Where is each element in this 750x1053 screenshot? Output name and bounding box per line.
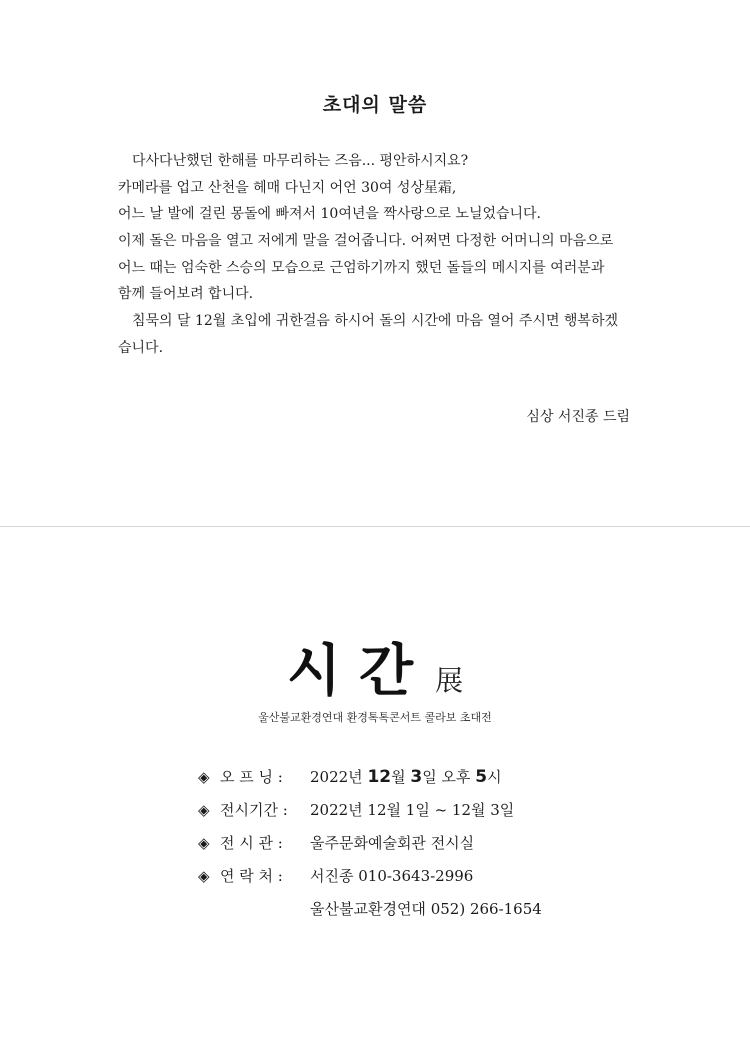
opening-day: 3 — [410, 767, 423, 787]
contact-label: 연 락 처 : — [220, 867, 283, 885]
exhibition-info-page — [0, 527, 750, 1053]
period-row — [198, 794, 618, 827]
exhibition-title-suffix: 展 — [435, 664, 464, 697]
venue-row — [198, 827, 618, 860]
letter-line: 함께 들어보려 합니다. — [118, 286, 254, 303]
diamond-bullet-icon: ◈ — [198, 834, 210, 852]
venue-label: 전 시 관 : — [220, 834, 283, 852]
period-value: 2022년 12월 1일 ~ 12월 3일 — [310, 801, 515, 819]
letter-signature: 심상 서진종 드림 — [526, 409, 630, 425]
invitation-letter-page — [0, 0, 750, 526]
letter-title: 초대의 말씀 — [322, 94, 428, 116]
contact-row — [198, 860, 618, 893]
letter-body — [118, 148, 638, 362]
letter-line: 이제 돌은 마음을 열고 저에게 말을 걸어줍니다. 어쩌면 다정한 어머니의 마음으로 — [118, 233, 614, 250]
opening-value — [310, 761, 502, 794]
letter-line: 어느 날 발에 걸린 몽돌에 빠져서 10여년을 짝사랑으로 노닐었습니다. — [118, 206, 542, 223]
exhibition-details — [198, 761, 618, 926]
contact-row-secondary — [198, 893, 618, 926]
contact-value: 서진종 010-3643-2996 — [310, 867, 474, 885]
opening-hour-unit: 시 — [487, 768, 502, 786]
letter-line: 카메라를 업고 산천을 헤매 다닌지 어언 30여 성상星霜, — [118, 179, 457, 196]
letter-line: 침묵의 달 12월 초입에 귀한걸음 하시어 돌의 시간에 마음 열어 주시면 행복하겠 — [132, 313, 619, 330]
opening-row — [198, 761, 618, 794]
contact-value-secondary: 울산불교환경연대 052) 266-1654 — [310, 900, 542, 918]
opening-day-unit: 일 오후 — [422, 768, 471, 786]
opening-month-unit: 월 — [391, 768, 406, 786]
letter-line: 다사다난했던 한해를 마무리하는 즈음... 평안하시지요? — [132, 153, 469, 169]
diamond-bullet-icon: ◈ — [198, 768, 210, 786]
opening-label: 오 프 닝 : — [220, 768, 283, 786]
letter-line: 어느 때는 엄숙한 스승의 모습으로 근엄하기까지 했던 돌들의 메시지를 여러분과 — [118, 259, 605, 276]
period-label: 전시기간 : — [220, 801, 288, 819]
exhibition-subtitle: 울산불교환경연대 환경톡톡콘서트 콜라보 초대전 — [258, 711, 492, 724]
exhibition-title-main: 시간 — [286, 639, 432, 704]
venue-value: 울주문화예술회관 전시실 — [310, 834, 475, 852]
letter-line: 습니다. — [118, 339, 164, 356]
exhibition-title — [0, 627, 750, 707]
opening-month: 12 — [367, 767, 392, 787]
diamond-bullet-icon: ◈ — [198, 801, 210, 819]
opening-hour: 5 — [475, 767, 488, 787]
diamond-bullet-icon: ◈ — [198, 867, 210, 885]
opening-year: 2022년 — [310, 768, 363, 786]
